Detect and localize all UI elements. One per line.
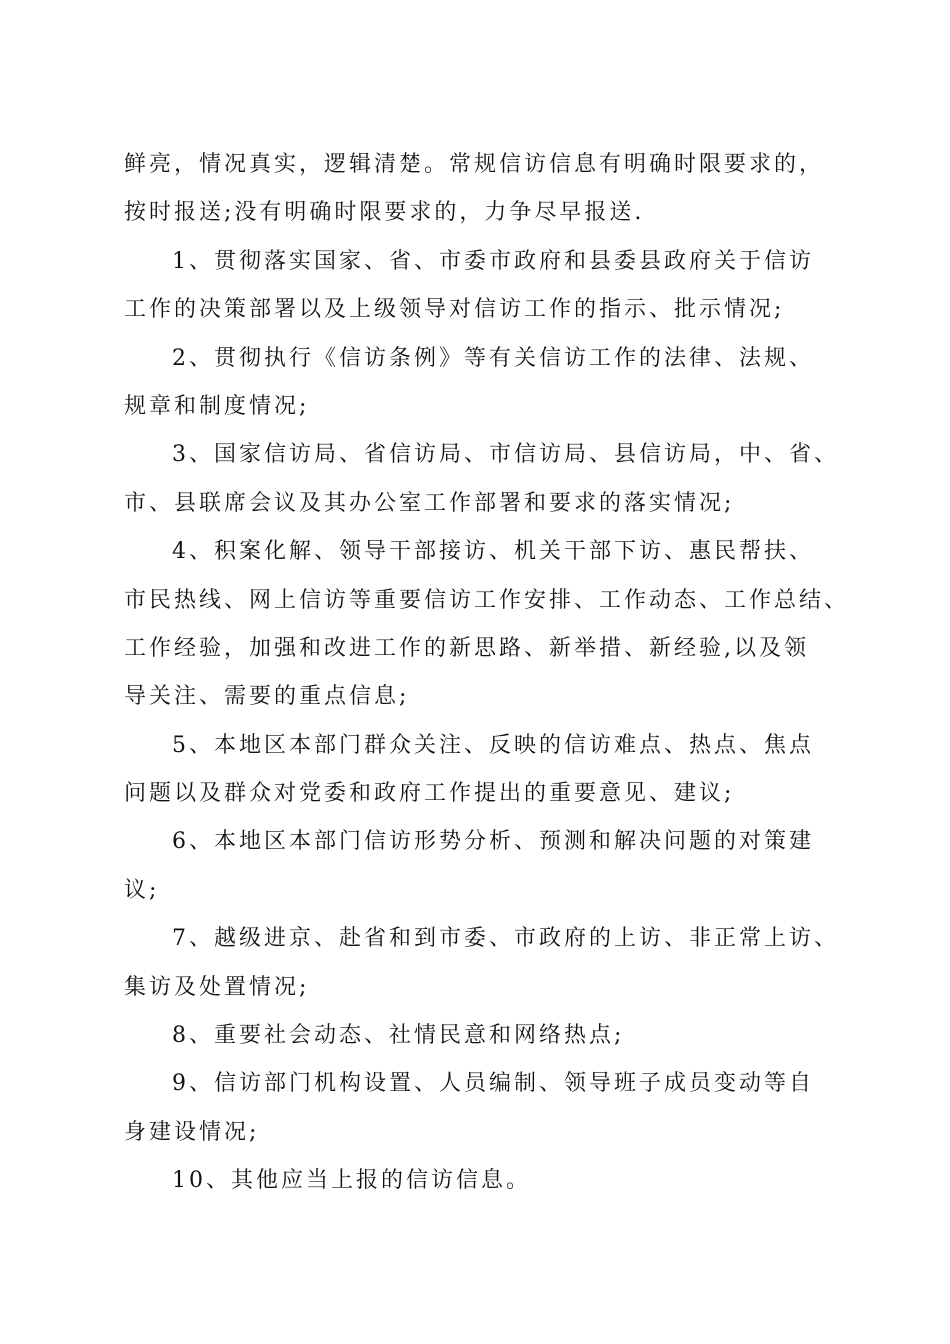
text-line: 市民热线、网上信访等重要信访工作安排、工作动态、工作总结、 [124, 587, 850, 613]
text-line: 议; [124, 877, 160, 903]
list-item-10-line: 10、其他应当上报的信访信息。 [172, 1168, 531, 1194]
list-item-4-line: 4、积案化解、领导干部接访、机关干部下访、惠民帮扶、 [172, 539, 814, 565]
text-line: 集访及处置情况; [124, 974, 310, 1000]
list-item-8-line: 8、重要社会动态、社情民意和网络热点; [172, 1023, 625, 1049]
text-line: 市、县联席会议及其办公室工作部署和要求的落实情况; [124, 490, 735, 516]
text-line: 鲜亮，情况真实，逻辑清楚。常规信访信息有明确时限要求的， [124, 152, 825, 177]
text-line: 规章和制度情况; [124, 393, 310, 419]
text-line: 身建设情况; [124, 1119, 260, 1145]
text-line: 工作的决策部署以及上级领导对信访工作的指示、批示情况; [124, 297, 785, 323]
list-item-3-line: 3、国家信访局、省信访局、市信访局、县信访局，中、省、 [172, 442, 839, 468]
text-line: 工作经验，加强和改进工作的新思路、新举措、新经验,以及领 [124, 635, 809, 661]
list-item-1-line: 1、贯彻落实国家、省、市委市政府和县委县政府关于信访 [172, 248, 814, 274]
text-line: 问题以及群众对党委和政府工作提出的重要意见、建议; [124, 781, 735, 807]
document-body [124, 141, 859, 1206]
text-line: 导关注、需要的重点信息; [124, 684, 410, 710]
list-item-6-line: 6、本地区本部门信访形势分析、预测和解决问题的对策建 [172, 829, 814, 855]
list-item-2-line: 2、贯彻执行《信访条例》等有关信访工作的法律、法规、 [172, 345, 814, 371]
list-item-7-line: 7、越级进京、赴省和到市委、市政府的上访、非正常上访、 [172, 926, 839, 952]
list-item-5-line: 5、本地区本部门群众关注、反映的信访难点、热点、焦点 [172, 732, 814, 758]
list-item-9-line: 9、信访部门机构设置、人员编制、领导班子成员变动等自 [172, 1071, 814, 1097]
text-line: 按时报送;没有明确时限要求的，力争尽早报送. [124, 200, 645, 226]
